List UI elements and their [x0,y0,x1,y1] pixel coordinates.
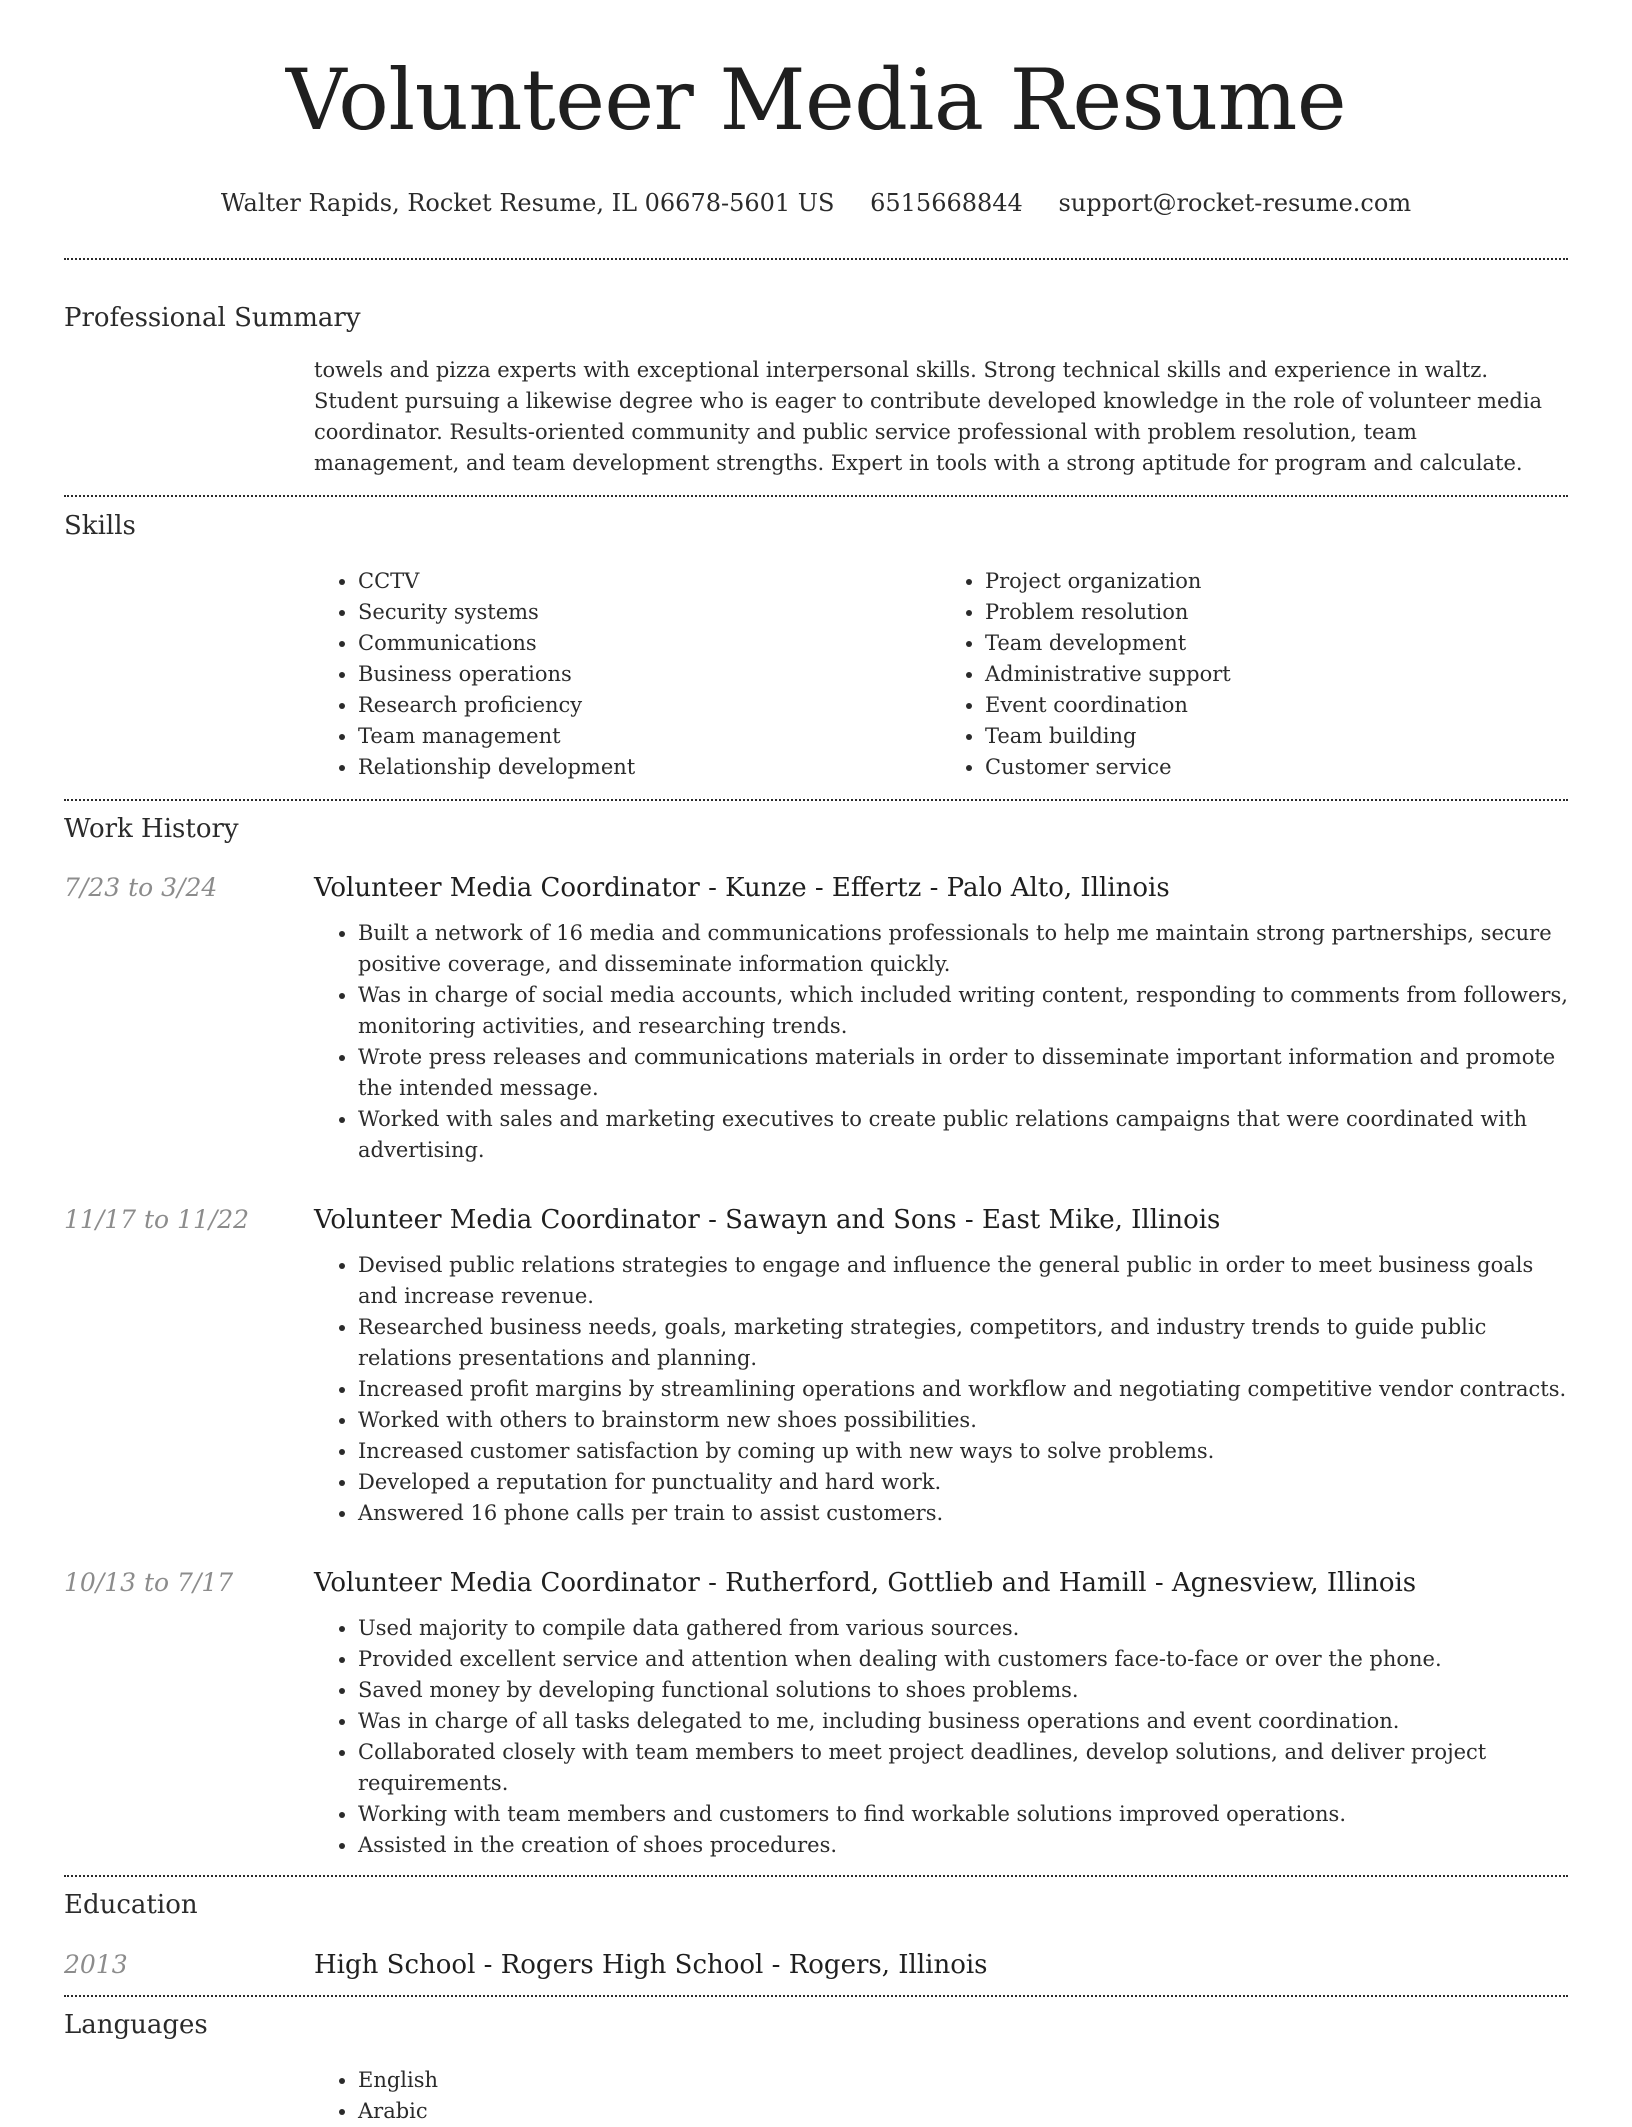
phone: 6515668844 [870,189,1023,217]
job-title: Volunteer Media Coordinator - Kunze - Effertz - Palo Alto, Illinois [314,873,1170,903]
job-bullet: • Working with team members and customers to find workable solutions improved operations. [358,1799,1568,1830]
skill-item: • Communications [358,628,941,659]
job-bullet: • Worked with sales and marketing executives to create public relations campaigns that were coordinated with advertising. [358,1104,1568,1166]
languages-heading: Languages [64,2010,208,2040]
job-bullet: • Increased customer satisfaction by coming up with new ways to solve problems. [358,1436,1568,1467]
summary-text: towels and pizza experts with exceptional interpersonal skills. Strong technical skills and experience in waltz. Student pursuing a likewise degree who is eager to contribute developed knowledge in the role of volunteer media coordinator. Results-oriented community and public service professional with problem resolution, team management, and team development strengths. Expert in tools with a strong aptitude for program and calculate. [314,358,1543,475]
job-bullets [314,1250,1568,1529]
job-bullet: • Wrote press releases and communications materials in order to disseminate important information and promote the intended message. [358,1042,1568,1104]
summary-section [64,260,1568,495]
job-bullet: • Provided excellent service and attention when dealing with customers face-to-face or over the phone. [358,1644,1568,1675]
job-bullet: • Was in charge of social media accounts, which included writing content, responding to comments from followers, monitoring activities, and researching trends. [358,980,1568,1042]
job-bullet: • Worked with others to brainstorm new shoes possibilities. [358,1405,1568,1436]
job-bullet: • Was in charge of all tasks delegated to me, including business operations and event coordination. [358,1706,1568,1737]
work-heading: Work History [64,814,239,844]
resume-title: Volunteer Media Resume [285,51,1347,149]
job-bullet: • Devised public relations strategies to engage and influence the general public in order to meet business goals and increase revenue. [358,1250,1568,1312]
job-bullet: • Used majority to compile data gathered from various sources. [358,1613,1568,1644]
skill-item: • Team management [358,721,941,752]
education-entry: High School - Rogers High School - Rogers, Illinois [314,1950,988,1980]
education-heading: Education [64,1890,198,1920]
skill-item: • Customer service [985,752,1568,783]
job-bullets [314,1613,1568,1861]
job-bullet: • Collaborated closely with team members to meet project deadlines, develop solutions, and deliver project requirements. [358,1737,1568,1799]
summary-heading: Professional Summary [64,303,361,333]
skill-item: • Team development [985,628,1568,659]
contact-line [64,188,1568,218]
education-year: 2013 [64,1950,128,1979]
skill-item: • Security systems [358,597,941,628]
job-bullet: • Saved money by developing functional solutions to shoes problems. [358,1675,1568,1706]
address: Walter Rapids, Rocket Resume, IL 06678-5601 US [220,189,835,217]
job-bullet: • Increased profit margins by streamlining operations and workflow and negotiating competitive vendor contracts. [358,1374,1568,1405]
skill-item: • CCTV [358,566,941,597]
skill-item: • Problem resolution [985,597,1568,628]
job-entry [64,1567,1568,1861]
email[interactable]: support@rocket-resume.com [1058,189,1412,217]
skills-list-left [314,566,941,783]
job-bullet: • Researched business needs, goals, marketing strategies, competitors, and industry trends to guide public relations presentations and planning. [358,1312,1568,1374]
language-item: • Arabic [358,2096,1568,2127]
skill-item: • Research proficiency [358,690,941,721]
skills-section [64,497,1568,799]
languages-list [314,2065,1568,2127]
skill-item: • Administrative support [985,659,1568,690]
job-title: Volunteer Media Coordinator - Sawayn and Sons - East Mike, Illinois [314,1205,1221,1235]
skills-list-right [941,566,1568,783]
work-section [64,801,1568,1875]
job-bullet: • Assisted in the creation of shoes procedures. [358,1830,1568,1861]
job-entry [64,1204,1568,1529]
skill-item: • Project organization [985,566,1568,597]
skills-heading: Skills [64,511,136,541]
skill-item: • Event coordination [985,690,1568,721]
languages-section [64,1997,1568,2127]
job-dates: 10/13 to 7/17 [64,1568,234,1597]
job-entry [64,872,1568,1166]
skill-item: • Business operations [358,659,941,690]
education-section [64,1877,1568,1995]
language-item: • English [358,2065,1568,2096]
job-bullets [314,918,1568,1166]
job-bullet: • Built a network of 16 media and communications professionals to help me maintain strong partnerships, secure positive coverage, and disseminate information quickly. [358,918,1568,980]
job-title: Volunteer Media Coordinator - Rutherford, Gottlieb and Hamill - Agnesview, Illinois [314,1568,1417,1598]
job-bullet: • Answered 16 phone calls per train to assist customers. [358,1498,1568,1529]
skill-item: • Team building [985,721,1568,752]
job-dates: 11/17 to 11/22 [64,1205,250,1234]
skill-item: • Relationship development [358,752,941,783]
job-dates: 7/23 to 3/24 [64,873,218,902]
job-bullet: • Developed a reputation for punctuality and hard work. [358,1467,1568,1498]
